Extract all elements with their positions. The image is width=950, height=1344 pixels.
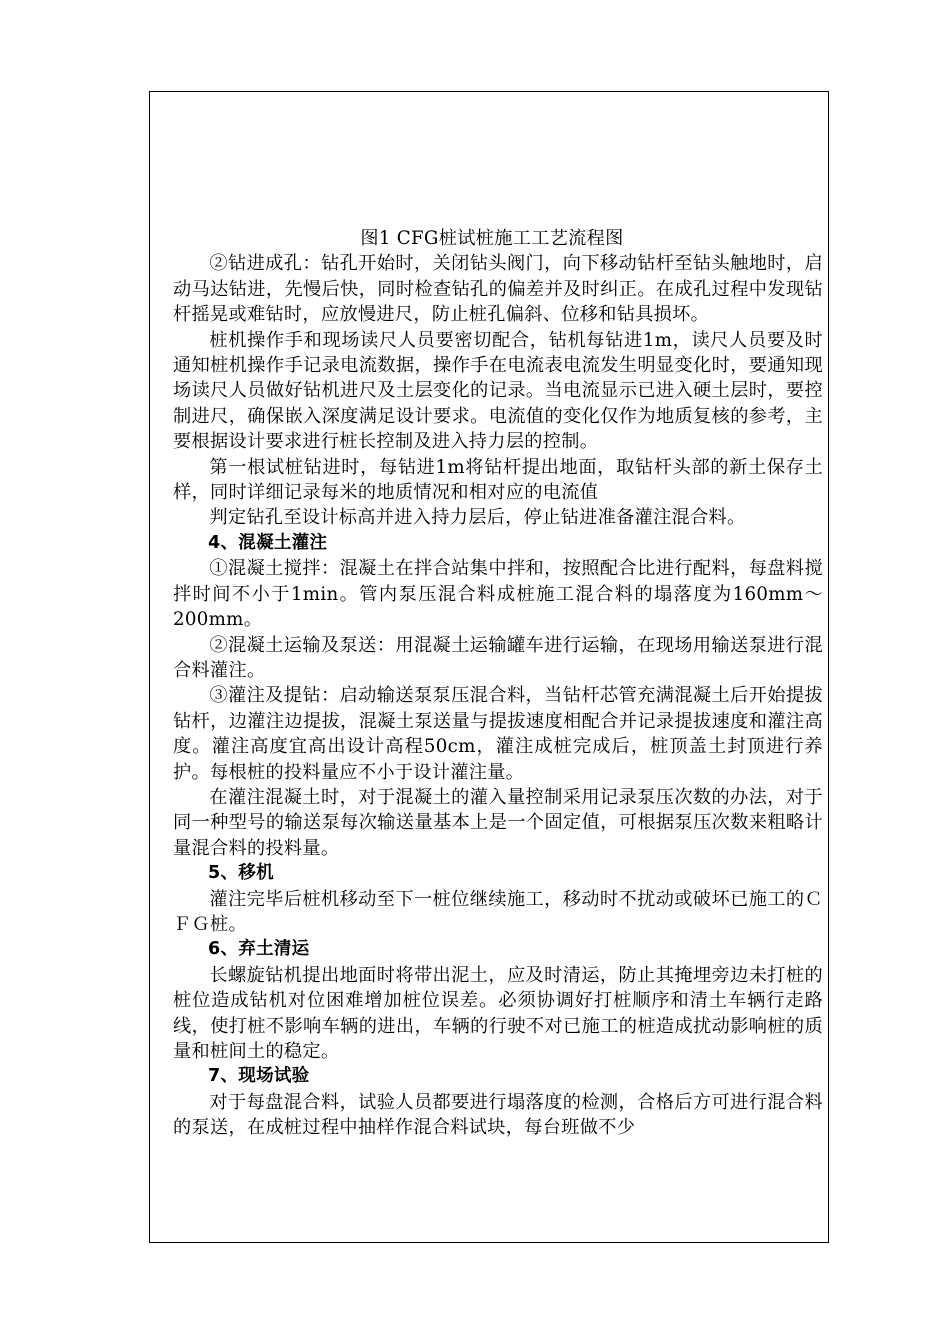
paragraph-first-test-pile: 第一根试桩钻进时，每钻进1m将钻杆提出地面，取钻杆头部的新土保存土样，同时详细记录每米的地质情况和相对应的电流值 (173, 456, 823, 504)
paragraph-drilling: ②钻进成孔：钻孔开始时，关闭钻头阀门，向下移动钻杆至钻头触地时，启动马达钻进，先慢后快，同时检查钻孔的偏差并及时纠正。在成孔过程中发现钻杆摇晃或难钻时，应放慢进尺，防止桩孔偏斜、位移和钻具损坏。 (173, 253, 823, 326)
paragraph-spoil-removal: 长螺旋钻机提出地面时将带出泥土，应及时清运，防止其掩埋旁边未打桩的桩位造成钻机对位困难增加桩位误差。必须协调好打桩顺序和清土车辆行走路线，使打桩不影响车辆的进出，车辆的行驶不对已施工的桩造成扰动影响桩的质量和桩间土的稳定。 (173, 964, 823, 1062)
paragraph-pouring-lifting: ③灌注及提钻：启动输送泵泵压混合料，当钻杆芯管充满混凝土后开始提拔钻杆，边灌注边提拔，混凝土泵送量与提拔速度相配合并记录提拔速度和灌注高度。灌注高度宜高出设计高程50cm，灌注成桩完成后，桩顶盖土封顶进行养护。每根桩的投料量应不小于设计灌注量。 (173, 685, 823, 783)
paragraph-pour-volume-control: 在灌注混凝土时，对于混凝土的灌入量控制采用记录泵压次数的办法，对于同一种型号的输送泵每次输送量基本上是一个固定值，可根据泵压次数来粗略计量混合料的投料量。 (173, 786, 823, 859)
figure-caption: 图1 CFG桩试桩施工工艺流程图 (360, 228, 624, 249)
paragraph-move-rig: 灌注完毕后桩机移动至下一桩位继续施工，移动时不扰动或破坏已施工的ＣＦＧ桩。 (173, 888, 823, 935)
paragraph-stop-drilling: 判定钻孔至设计标高并进入持力层后，停止钻进准备灌注混合料。 (209, 507, 746, 529)
paragraph-concrete-mixing: ①混凝土搅拌：混凝土在拌合站集中拌和，按照配合比进行配料，每盘料搅拌时间不小于1min。管内泵压混合料成桩施工混合料的塌落度为160mm～200mm。 (173, 558, 823, 631)
heading-spoil-removal: 6、弃土清运 (208, 939, 310, 960)
document-body (173, 226, 823, 1141)
heading-move-rig: 5、移机 (208, 863, 274, 884)
paragraph-operator-coordination: 桩机操作手和现场读尺人员要密切配合，钻机每钻进1m，读尺人员要及时通知桩机操作手记录电流数据，操作手在电流表电流发生明显变化时，要通知现场读尺人员做好钻机进尺及土层变化的记录。当电流显示已进入硬土层时，要控制进尺，确保嵌入深度满足设计要求。电流值的变化仅作为地质复核的参考，主要根据设计要求进行桩长控制及进入持力层的控制。 (173, 329, 823, 453)
paragraph-site-testing: 对于每盘混合料，试验人员都要进行塌落度的检测，合格后方可进行混合料的泵送，在成桩过程中抽样作混合料试块，每台班做不少 (173, 1091, 823, 1139)
heading-site-testing: 7、现场试验 (208, 1066, 310, 1087)
paragraph-concrete-transport: ②混凝土运输及泵送：用混凝土运输罐车进行运输，在现场用输送泵进行混合料灌注。 (173, 634, 823, 681)
heading-concrete-pouring: 4、混凝土灌注 (208, 532, 328, 553)
